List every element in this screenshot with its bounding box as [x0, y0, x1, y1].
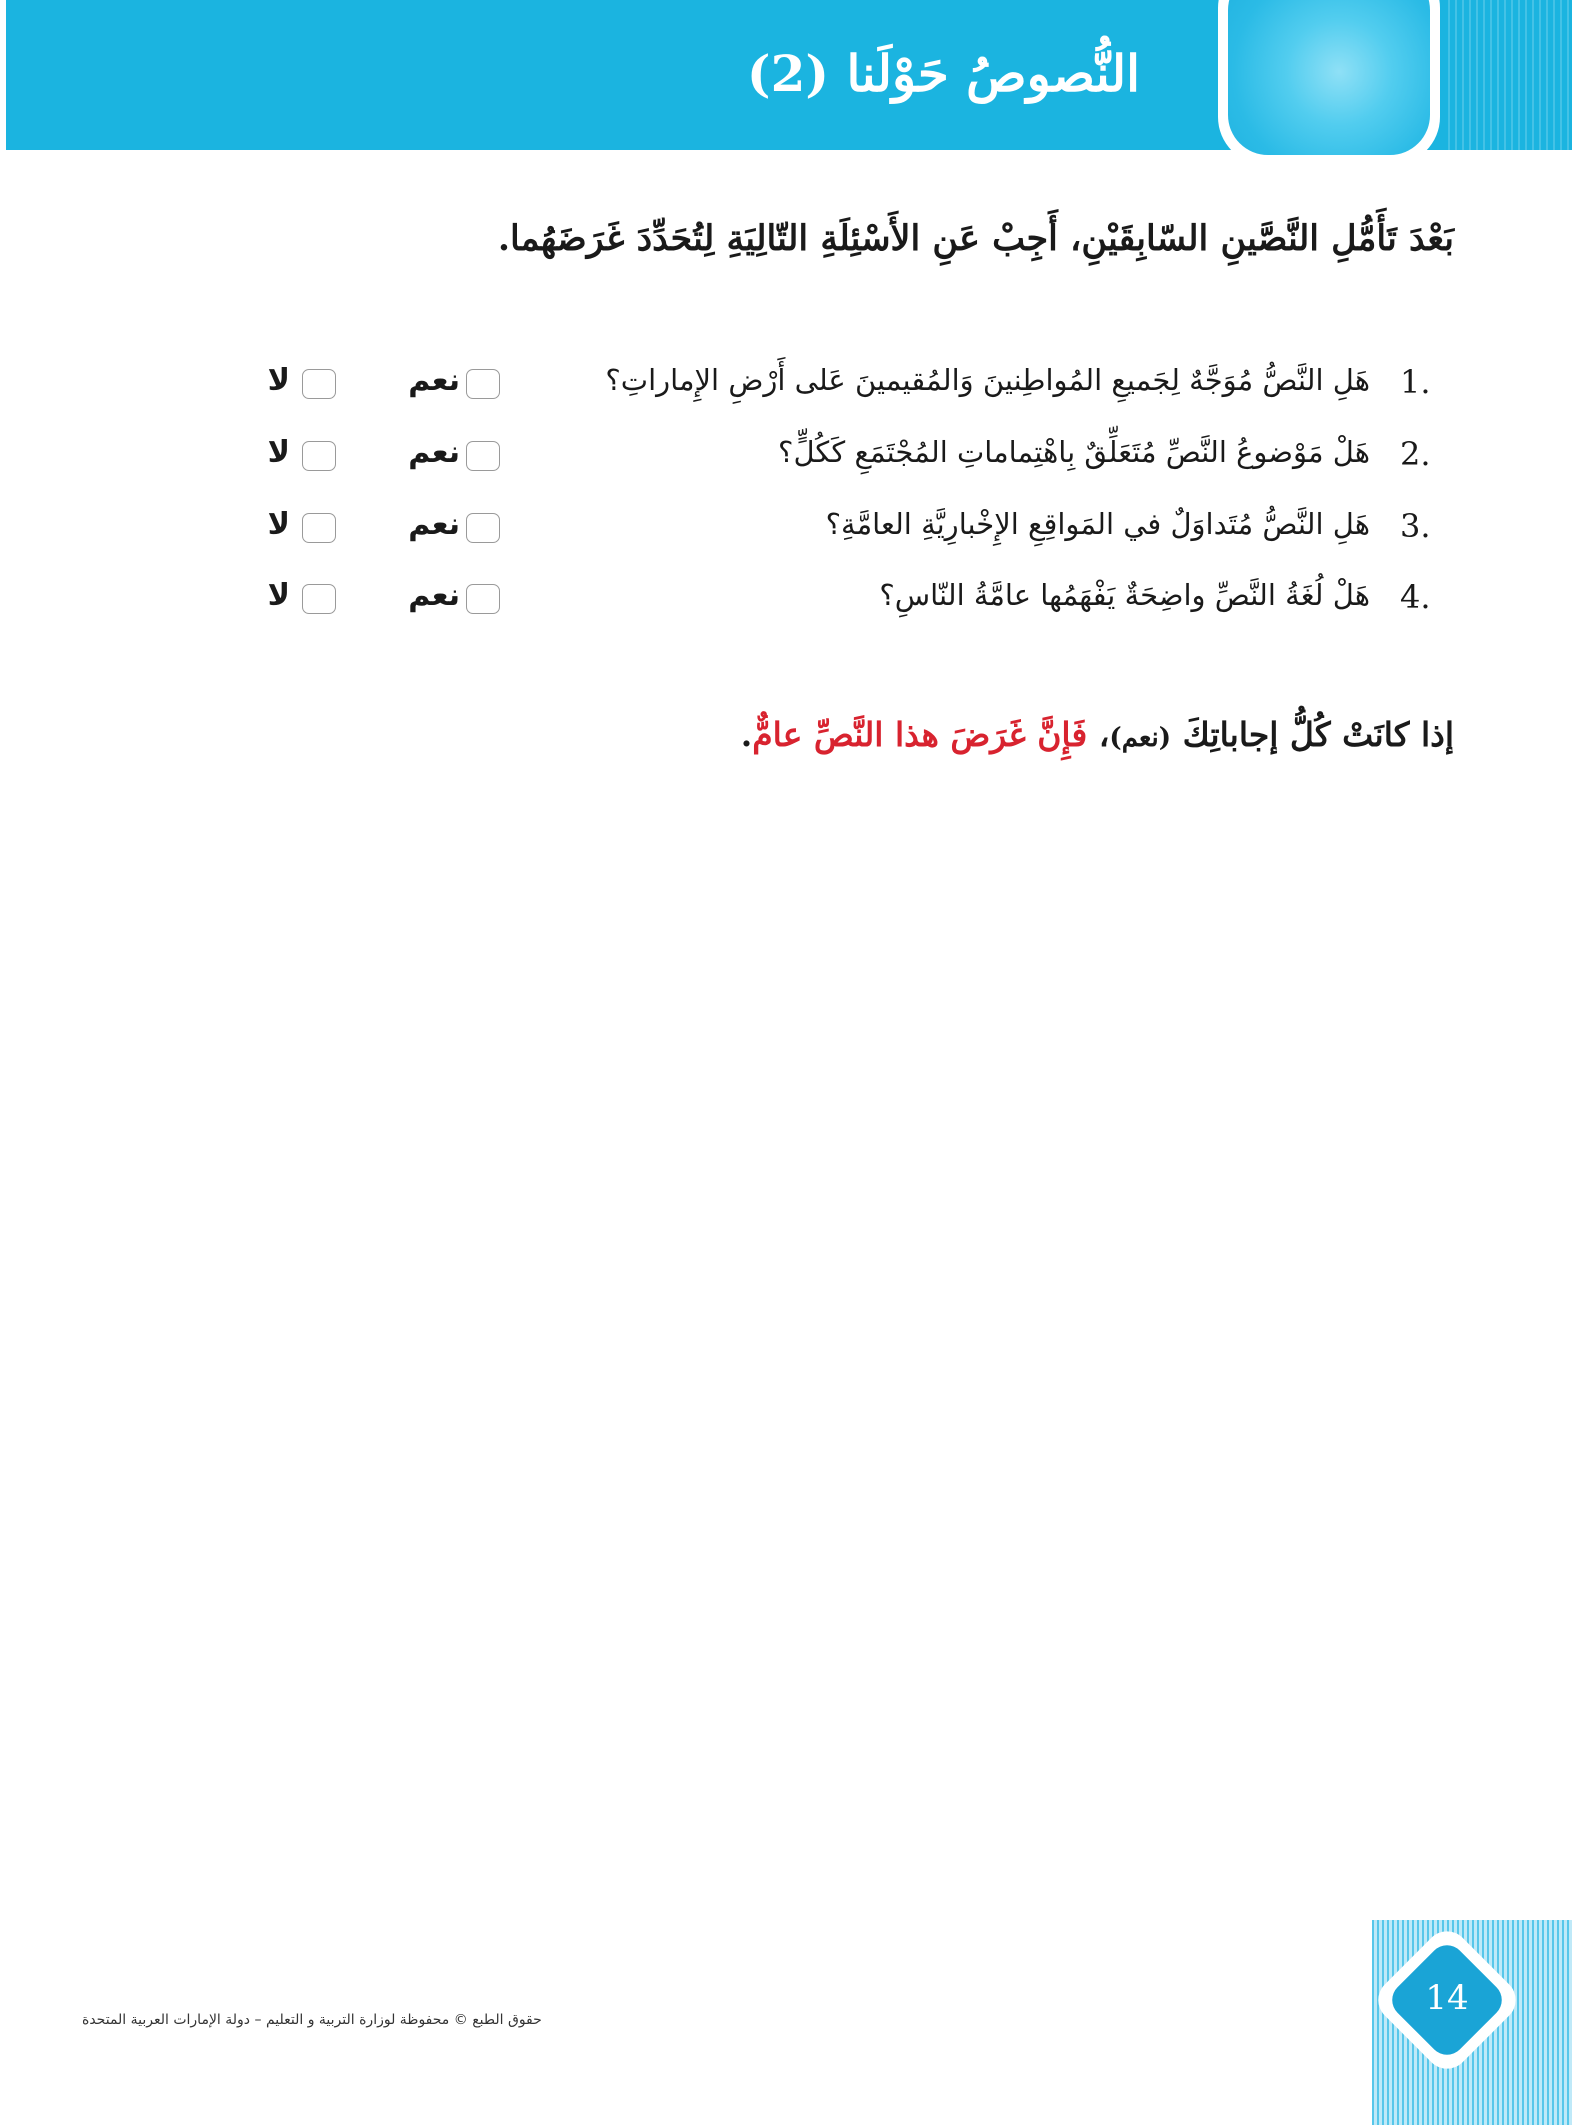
no-label: لا: [267, 363, 290, 398]
question-text: هَلْ مَوْضوعُ النَّصِّ مُتَعَلِّقٌ بِاهْتِماماتِ المُجْتَمَعِ كَكُلٍّ؟: [778, 435, 1370, 469]
conclusion-text: [741, 715, 1454, 754]
question-number: 2.: [1400, 435, 1431, 473]
question-text: هَلِ النَّصُّ مُتَداوَلٌ في المَواقِعِ الإِخْبارِيَّةِ العامَّةِ؟: [825, 507, 1370, 541]
question-row-3: [250, 499, 1450, 561]
yes-checkbox[interactable]: [466, 441, 500, 471]
yes-checkbox[interactable]: [466, 513, 500, 543]
no-checkbox[interactable]: [302, 513, 336, 543]
conclusion-highlight: فَإِنَّ غَرَضَ هذا النَّصِّ عامٌّ: [752, 715, 1088, 754]
conclusion-lead: إذا كانَتْ كُلُّ إجاباتِكَ: [1171, 715, 1454, 754]
question-number: 3.: [1400, 507, 1431, 545]
no-checkbox[interactable]: [302, 584, 336, 614]
yes-checkbox[interactable]: [466, 369, 500, 399]
copyright-notice: حقوق الطبع © محفوظة لوزارة التربية و التعليم – دولة الإمارات العربية المتحدة: [82, 2012, 542, 2028]
no-label: لا: [267, 578, 290, 613]
yes-label: نعم: [408, 363, 460, 398]
conclusion-end: .: [740, 715, 753, 754]
no-checkbox[interactable]: [302, 369, 336, 399]
no-label: لا: [267, 435, 290, 470]
question-number: 1.: [1400, 363, 1431, 401]
page-title: النُّصوصُ حَوْلَنا (2): [746, 44, 1140, 103]
question-number: 4.: [1400, 578, 1431, 616]
question-row-1: [250, 355, 1450, 417]
yes-label: نعم: [408, 435, 460, 470]
question-row-2: [250, 427, 1450, 489]
no-label: لا: [267, 507, 290, 542]
header-decoration-fill: [1228, 0, 1430, 155]
header-decoration: [1218, 0, 1440, 165]
yes-label: نعم: [408, 507, 460, 542]
conclusion-comma: ،: [1087, 715, 1110, 754]
question-text: هَلِ النَّصُّ مُوَجَّهٌ لِجَميعِ المُواطِنينَ وَالمُقيمينَ عَلى أَرْضِ الإِماراتِ؟: [605, 363, 1370, 397]
yes-checkbox[interactable]: [466, 584, 500, 614]
header-stripes: [1448, 0, 1572, 150]
question-row-4: [250, 570, 1450, 632]
page-number: 14: [1425, 1978, 1469, 2018]
yes-label: نعم: [408, 578, 460, 613]
conclusion-answer: (نعم): [1109, 723, 1172, 753]
no-checkbox[interactable]: [302, 441, 336, 471]
instruction-text: بَعْدَ تَأَمُّلِ النَّصَّينِ السّابِقَيْنِ، أَجِبْ عَنِ الأَسْئِلَةِ التّالِيَةِ لِتُحَدِّدَ غَرَضَهُما.: [497, 218, 1454, 259]
question-text: هَلْ لُغَةُ النَّصِّ واضِحَةٌ يَفْهَمُها عامَّةُ النّاسِ؟: [879, 578, 1370, 612]
